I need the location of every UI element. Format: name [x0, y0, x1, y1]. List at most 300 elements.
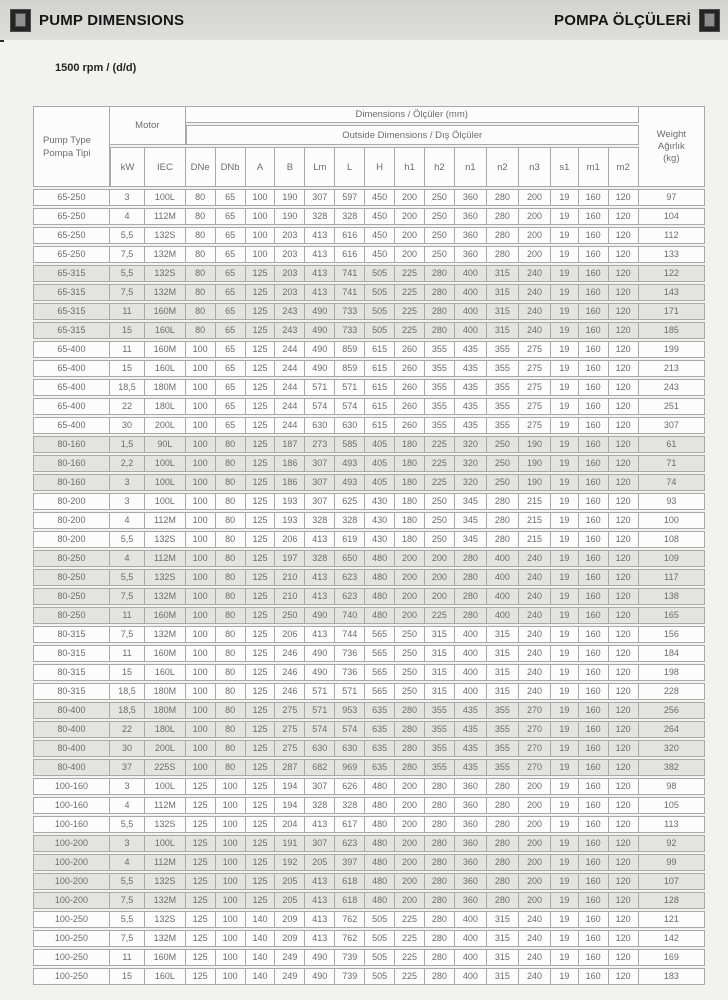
- header-iec: IEC: [145, 147, 186, 187]
- cell-B: 204: [275, 816, 305, 833]
- table-row: [33, 398, 705, 415]
- header-pump-type: [33, 106, 110, 187]
- cell-DNb: 65: [216, 341, 246, 358]
- cell-m1: 160: [579, 607, 609, 624]
- cell-DNe: 125: [186, 778, 216, 795]
- cell-n3: 240: [519, 588, 551, 605]
- cell-A: 125: [246, 455, 276, 472]
- cell-L: 623: [335, 835, 365, 852]
- cell-h1: 200: [395, 550, 425, 567]
- cell-H: 480: [365, 778, 395, 795]
- cell-DNe: 125: [186, 854, 216, 871]
- cell-m1: 160: [579, 949, 609, 966]
- cell-DNb: 65: [216, 227, 246, 244]
- cell-s1: 19: [551, 512, 579, 529]
- cell-weight: 169: [639, 949, 705, 966]
- cell-n3: 240: [519, 930, 551, 947]
- cell-H: 450: [365, 227, 395, 244]
- cell-s1: 19: [551, 341, 579, 358]
- table-row: [33, 531, 705, 548]
- cell-n1: 400: [455, 968, 487, 985]
- cell-n2: 315: [487, 645, 519, 662]
- cell-n2: 355: [487, 759, 519, 776]
- cell-DNe: 100: [186, 341, 216, 358]
- cell-H: 505: [365, 968, 395, 985]
- cell-h1: 225: [395, 930, 425, 947]
- cell-H: 565: [365, 683, 395, 700]
- cell-L: 733: [335, 303, 365, 320]
- cell-n2: 280: [487, 816, 519, 833]
- cell-L: 571: [335, 379, 365, 396]
- cell-h2: 280: [425, 968, 455, 985]
- cell-B: 246: [275, 645, 305, 662]
- cell-L: 623: [335, 569, 365, 586]
- cell-pump-type: 65-400: [33, 341, 110, 358]
- cell-B: 205: [275, 892, 305, 909]
- cell-DNe: 125: [186, 797, 216, 814]
- cell-kw: 18,5: [110, 683, 145, 700]
- cell-kw: 3: [110, 778, 145, 795]
- cell-Lm: 490: [305, 968, 335, 985]
- cell-h1: 200: [395, 189, 425, 206]
- cell-Lm: 490: [305, 303, 335, 320]
- cell-h2: 250: [425, 246, 455, 263]
- cell-n2: 280: [487, 531, 519, 548]
- cell-B: 193: [275, 493, 305, 510]
- cell-n1: 400: [455, 683, 487, 700]
- cell-pump-type: 80-250: [33, 588, 110, 605]
- cell-iec: 90L: [145, 436, 186, 453]
- cell-h2: 225: [425, 607, 455, 624]
- table-row: [33, 208, 705, 225]
- cell-n2: 355: [487, 740, 519, 757]
- cell-iec: 112M: [145, 550, 186, 567]
- cell-m2: 120: [609, 607, 639, 624]
- table-row: [33, 835, 705, 852]
- cell-kw: 7,5: [110, 930, 145, 947]
- cell-L: 630: [335, 740, 365, 757]
- cell-DNb: 80: [216, 702, 246, 719]
- table-row: [33, 626, 705, 643]
- cell-A: 140: [246, 911, 276, 928]
- cell-s1: 19: [551, 626, 579, 643]
- cell-n3: 215: [519, 512, 551, 529]
- cell-L: 762: [335, 911, 365, 928]
- cell-Lm: 490: [305, 341, 335, 358]
- cell-m1: 160: [579, 398, 609, 415]
- cell-m1: 160: [579, 531, 609, 548]
- cell-n3: 240: [519, 911, 551, 928]
- cell-pump-type: 65-315: [33, 265, 110, 282]
- table-row: [33, 588, 705, 605]
- cell-m1: 160: [579, 892, 609, 909]
- cell-h1: 225: [395, 303, 425, 320]
- cell-h1: 200: [395, 588, 425, 605]
- cell-s1: 19: [551, 797, 579, 814]
- cell-iec: 160L: [145, 664, 186, 681]
- cell-h2: 280: [425, 911, 455, 928]
- cell-weight: 71: [639, 455, 705, 472]
- cell-L: 744: [335, 626, 365, 643]
- cell-n1: 360: [455, 778, 487, 795]
- cell-DNb: 80: [216, 645, 246, 662]
- cell-H: 635: [365, 759, 395, 776]
- cell-n1: 400: [455, 322, 487, 339]
- cell-m2: 120: [609, 455, 639, 472]
- cell-m2: 120: [609, 797, 639, 814]
- cell-m1: 160: [579, 284, 609, 301]
- cell-pump-type: 100-250: [33, 949, 110, 966]
- cell-H: 505: [365, 265, 395, 282]
- cell-h2: 280: [425, 284, 455, 301]
- cell-h2: 250: [425, 512, 455, 529]
- cell-n2: 355: [487, 379, 519, 396]
- cell-B: 249: [275, 949, 305, 966]
- cell-m1: 160: [579, 189, 609, 206]
- cell-n1: 280: [455, 569, 487, 586]
- cell-Lm: 490: [305, 664, 335, 681]
- cell-m2: 120: [609, 512, 639, 529]
- table-row: [33, 379, 705, 396]
- cell-DNb: 80: [216, 626, 246, 643]
- cell-n3: 200: [519, 816, 551, 833]
- cell-B: 210: [275, 588, 305, 605]
- cell-h1: 200: [395, 607, 425, 624]
- cell-m1: 160: [579, 436, 609, 453]
- table-row: [33, 189, 705, 206]
- cell-kw: 18,5: [110, 702, 145, 719]
- cell-B: 287: [275, 759, 305, 776]
- table-row: [33, 341, 705, 358]
- cell-pump-type: 65-250: [33, 246, 110, 263]
- cell-Lm: 571: [305, 702, 335, 719]
- cell-H: 635: [365, 702, 395, 719]
- cell-iec: 100L: [145, 455, 186, 472]
- cell-pump-type: 80-400: [33, 721, 110, 738]
- cell-kw: 5,5: [110, 227, 145, 244]
- cell-m1: 160: [579, 721, 609, 738]
- cell-pump-type: 100-200: [33, 873, 110, 890]
- cell-L: 618: [335, 892, 365, 909]
- cell-L: 617: [335, 816, 365, 833]
- cell-B: 243: [275, 322, 305, 339]
- cell-m1: 160: [579, 569, 609, 586]
- cell-h1: 200: [395, 246, 425, 263]
- cell-DNe: 100: [186, 493, 216, 510]
- cell-n1: 435: [455, 759, 487, 776]
- table-row: [33, 740, 705, 757]
- cell-DNb: 100: [216, 816, 246, 833]
- cell-n2: 280: [487, 873, 519, 890]
- cell-DNb: 80: [216, 683, 246, 700]
- cell-H: 450: [365, 246, 395, 263]
- cell-n1: 360: [455, 208, 487, 225]
- cell-B: 244: [275, 379, 305, 396]
- cell-n3: 270: [519, 721, 551, 738]
- cell-DNe: 100: [186, 683, 216, 700]
- cell-H: 405: [365, 436, 395, 453]
- cell-h2: 225: [425, 455, 455, 472]
- cell-iec: 200L: [145, 740, 186, 757]
- cell-pump-type: 65-400: [33, 379, 110, 396]
- cell-iec: 180L: [145, 721, 186, 738]
- cell-B: 205: [275, 873, 305, 890]
- cell-pump-type: 100-160: [33, 816, 110, 833]
- cell-h1: 180: [395, 474, 425, 491]
- cell-iec: 100L: [145, 493, 186, 510]
- cell-h2: 280: [425, 265, 455, 282]
- cell-s1: 19: [551, 683, 579, 700]
- cell-m1: 160: [579, 911, 609, 928]
- cell-n2: 355: [487, 341, 519, 358]
- cell-n2: 315: [487, 265, 519, 282]
- cell-Lm: 571: [305, 379, 335, 396]
- cell-kw: 15: [110, 968, 145, 985]
- cell-n3: 200: [519, 873, 551, 890]
- cell-L: 619: [335, 531, 365, 548]
- cell-n3: 240: [519, 569, 551, 586]
- cell-weight: 61: [639, 436, 705, 453]
- cell-n2: 280: [487, 246, 519, 263]
- cell-pump-type: 80-315: [33, 626, 110, 643]
- cell-B: 249: [275, 968, 305, 985]
- cell-n1: 360: [455, 246, 487, 263]
- cell-h2: 280: [425, 797, 455, 814]
- cell-DNe: 100: [186, 455, 216, 472]
- cell-DNe: 100: [186, 721, 216, 738]
- cell-DNe: 80: [186, 246, 216, 263]
- cell-pump-type: 65-250: [33, 227, 110, 244]
- table-row: [33, 683, 705, 700]
- cell-B: 275: [275, 702, 305, 719]
- cell-h2: 250: [425, 208, 455, 225]
- header-m1: m1: [579, 147, 609, 187]
- cell-kw: 30: [110, 740, 145, 757]
- cell-Lm: 307: [305, 835, 335, 852]
- cell-m1: 160: [579, 683, 609, 700]
- cell-DNe: 100: [186, 645, 216, 662]
- cell-H: 480: [365, 550, 395, 567]
- header-weight: [639, 106, 705, 187]
- table-row: [33, 512, 705, 529]
- cell-DNb: 100: [216, 930, 246, 947]
- cell-n3: 240: [519, 949, 551, 966]
- cell-m1: 160: [579, 303, 609, 320]
- cell-pump-type: 80-400: [33, 702, 110, 719]
- table-row: [33, 664, 705, 681]
- cell-iec: 132M: [145, 246, 186, 263]
- cell-s1: 19: [551, 721, 579, 738]
- cell-DNb: 80: [216, 588, 246, 605]
- cell-A: 125: [246, 854, 276, 871]
- cell-A: 140: [246, 930, 276, 947]
- cell-h1: 200: [395, 873, 425, 890]
- cell-DNb: 100: [216, 778, 246, 795]
- table-row: [33, 550, 705, 567]
- cell-h2: 250: [425, 227, 455, 244]
- cell-B: 186: [275, 474, 305, 491]
- cell-n2: 315: [487, 930, 519, 947]
- cell-DNb: 80: [216, 721, 246, 738]
- cell-m2: 120: [609, 740, 639, 757]
- cell-B: 243: [275, 303, 305, 320]
- cell-pump-type: 65-250: [33, 189, 110, 206]
- cell-A: 140: [246, 968, 276, 985]
- cell-A: 125: [246, 360, 276, 377]
- cell-iec: 180M: [145, 683, 186, 700]
- cell-B: 194: [275, 797, 305, 814]
- cell-B: 244: [275, 360, 305, 377]
- cell-n3: 240: [519, 265, 551, 282]
- cell-DNb: 65: [216, 322, 246, 339]
- cell-h1: 200: [395, 854, 425, 871]
- cell-L: 328: [335, 512, 365, 529]
- cell-Lm: 574: [305, 721, 335, 738]
- cell-H: 480: [365, 873, 395, 890]
- cell-h1: 200: [395, 892, 425, 909]
- cell-pump-type: 80-315: [33, 683, 110, 700]
- cell-n1: 320: [455, 474, 487, 491]
- cell-weight: 138: [639, 588, 705, 605]
- cell-n2: 280: [487, 512, 519, 529]
- cell-weight: 198: [639, 664, 705, 681]
- cell-H: 615: [365, 341, 395, 358]
- cell-pump-type: 100-250: [33, 930, 110, 947]
- cell-h1: 260: [395, 341, 425, 358]
- cell-m2: 120: [609, 303, 639, 320]
- header-right: [554, 9, 720, 32]
- cell-h1: 225: [395, 968, 425, 985]
- cell-L: 953: [335, 702, 365, 719]
- cell-pump-type: 65-400: [33, 417, 110, 434]
- cell-m1: 160: [579, 873, 609, 890]
- cell-m2: 120: [609, 379, 639, 396]
- cell-m1: 160: [579, 360, 609, 377]
- cell-iec: 160L: [145, 968, 186, 985]
- cell-h2: 315: [425, 683, 455, 700]
- cell-H: 450: [365, 208, 395, 225]
- cell-iec: 160M: [145, 303, 186, 320]
- cell-A: 125: [246, 436, 276, 453]
- cell-Lm: 413: [305, 930, 335, 947]
- cell-s1: 19: [551, 949, 579, 966]
- header-weight-en: Weight: [656, 128, 687, 140]
- cell-s1: 19: [551, 550, 579, 567]
- cell-n3: 200: [519, 246, 551, 263]
- cell-A: 100: [246, 208, 276, 225]
- cell-m1: 160: [579, 512, 609, 529]
- table-row: [33, 607, 705, 624]
- cell-n3: 240: [519, 284, 551, 301]
- cell-DNe: 100: [186, 588, 216, 605]
- cell-h1: 280: [395, 702, 425, 719]
- cell-H: 480: [365, 835, 395, 852]
- header-l: L: [335, 147, 365, 187]
- cell-h1: 200: [395, 208, 425, 225]
- cell-n2: 250: [487, 455, 519, 472]
- cell-Lm: 413: [305, 265, 335, 282]
- cell-weight: 128: [639, 892, 705, 909]
- cell-A: 125: [246, 417, 276, 434]
- cell-h1: 260: [395, 398, 425, 415]
- cell-DNe: 80: [186, 189, 216, 206]
- cell-n2: 355: [487, 360, 519, 377]
- cell-A: 125: [246, 550, 276, 567]
- cell-A: 125: [246, 474, 276, 491]
- cell-L: 650: [335, 550, 365, 567]
- cell-A: 125: [246, 284, 276, 301]
- cell-DNe: 100: [186, 569, 216, 586]
- cell-h2: 280: [425, 322, 455, 339]
- cell-weight: 183: [639, 968, 705, 985]
- cell-DNb: 100: [216, 892, 246, 909]
- cell-n1: 400: [455, 645, 487, 662]
- cell-DNb: 100: [216, 968, 246, 985]
- table-row: [33, 455, 705, 472]
- cell-weight: 112: [639, 227, 705, 244]
- cell-iec: 132S: [145, 569, 186, 586]
- header-a: A: [246, 147, 276, 187]
- cell-n1: 360: [455, 816, 487, 833]
- cell-DNb: 65: [216, 208, 246, 225]
- cell-h1: 180: [395, 512, 425, 529]
- cell-A: 125: [246, 512, 276, 529]
- cell-Lm: 413: [305, 569, 335, 586]
- cell-m2: 120: [609, 721, 639, 738]
- cell-H: 405: [365, 455, 395, 472]
- cell-m2: 120: [609, 683, 639, 700]
- cell-kw: 4: [110, 550, 145, 567]
- cell-n1: 345: [455, 493, 487, 510]
- cell-m2: 120: [609, 550, 639, 567]
- cell-weight: 107: [639, 873, 705, 890]
- cell-Lm: 413: [305, 227, 335, 244]
- cell-pump-type: 80-200: [33, 493, 110, 510]
- header-weight-tr: Ağırlık: [657, 140, 685, 152]
- cell-n3: 200: [519, 835, 551, 852]
- cell-weight: 121: [639, 911, 705, 928]
- cell-A: 100: [246, 227, 276, 244]
- cell-m1: 160: [579, 341, 609, 358]
- cell-h2: 250: [425, 531, 455, 548]
- cell-B: 209: [275, 911, 305, 928]
- cell-pump-type: 80-160: [33, 474, 110, 491]
- cell-m1: 160: [579, 626, 609, 643]
- cell-h2: 355: [425, 417, 455, 434]
- cell-iec: 160M: [145, 949, 186, 966]
- cell-m2: 120: [609, 816, 639, 833]
- table-row: [33, 816, 705, 833]
- cell-m2: 120: [609, 778, 639, 795]
- cell-kw: 5,5: [110, 816, 145, 833]
- cell-iec: 160M: [145, 607, 186, 624]
- cell-H: 480: [365, 797, 395, 814]
- cell-kw: 4: [110, 208, 145, 225]
- cell-n3: 190: [519, 436, 551, 453]
- cell-m2: 120: [609, 854, 639, 871]
- cell-m2: 120: [609, 208, 639, 225]
- cell-kw: 7,5: [110, 588, 145, 605]
- cell-L: 493: [335, 474, 365, 491]
- cell-h1: 260: [395, 379, 425, 396]
- cell-B: 209: [275, 930, 305, 947]
- cell-n3: 270: [519, 740, 551, 757]
- cell-Lm: 328: [305, 208, 335, 225]
- cell-pump-type: 100-160: [33, 778, 110, 795]
- cell-DNe: 125: [186, 816, 216, 833]
- cell-A: 125: [246, 702, 276, 719]
- cell-n2: 400: [487, 569, 519, 586]
